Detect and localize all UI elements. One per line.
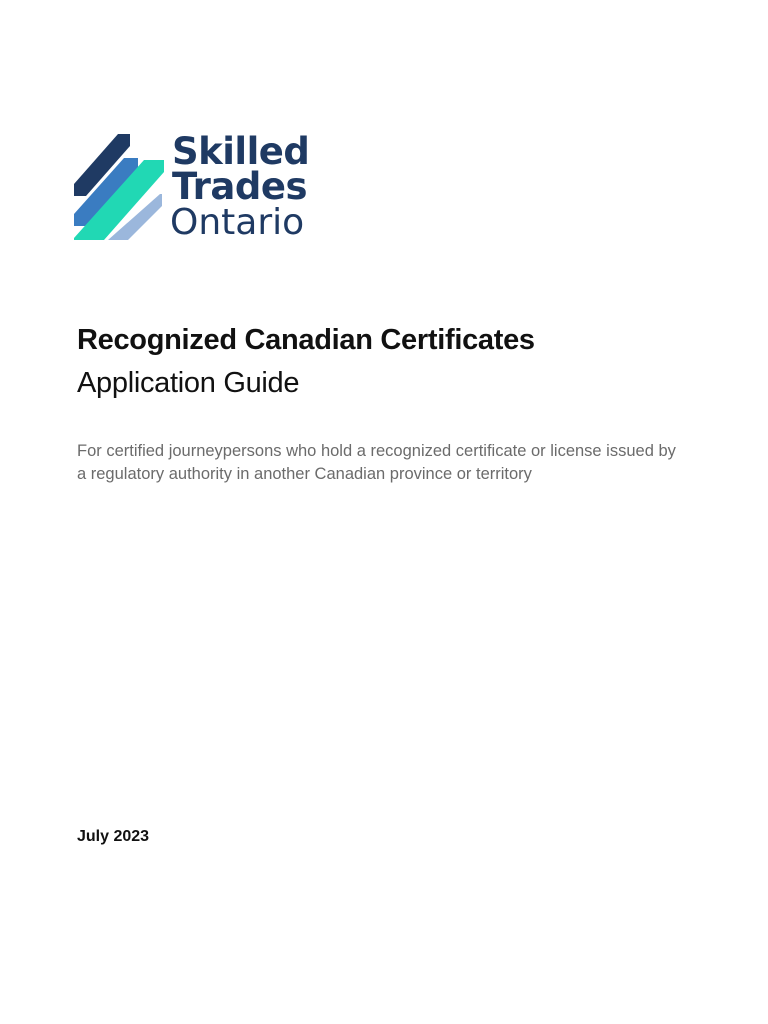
logo-word-skilled: Skilled bbox=[172, 130, 310, 173]
publication-date: July 2023 bbox=[77, 828, 150, 845]
logo-word-trades: Trades bbox=[172, 165, 307, 208]
logo-word-ontario: Ontario bbox=[170, 202, 305, 243]
skilled-trades-ontario-logo bbox=[72, 132, 332, 244]
document-description: For certified journeypersons who hold a recognized certificate or license issued by a regulatory authority in another Canadian province or territory bbox=[77, 442, 676, 483]
document-title: Recognized Canadian Certificates bbox=[77, 324, 535, 356]
document-subtitle: Application Guide bbox=[77, 367, 300, 399]
diagonal-stripes-logo-icon bbox=[72, 132, 164, 242]
logo-wordmark bbox=[172, 132, 332, 241]
